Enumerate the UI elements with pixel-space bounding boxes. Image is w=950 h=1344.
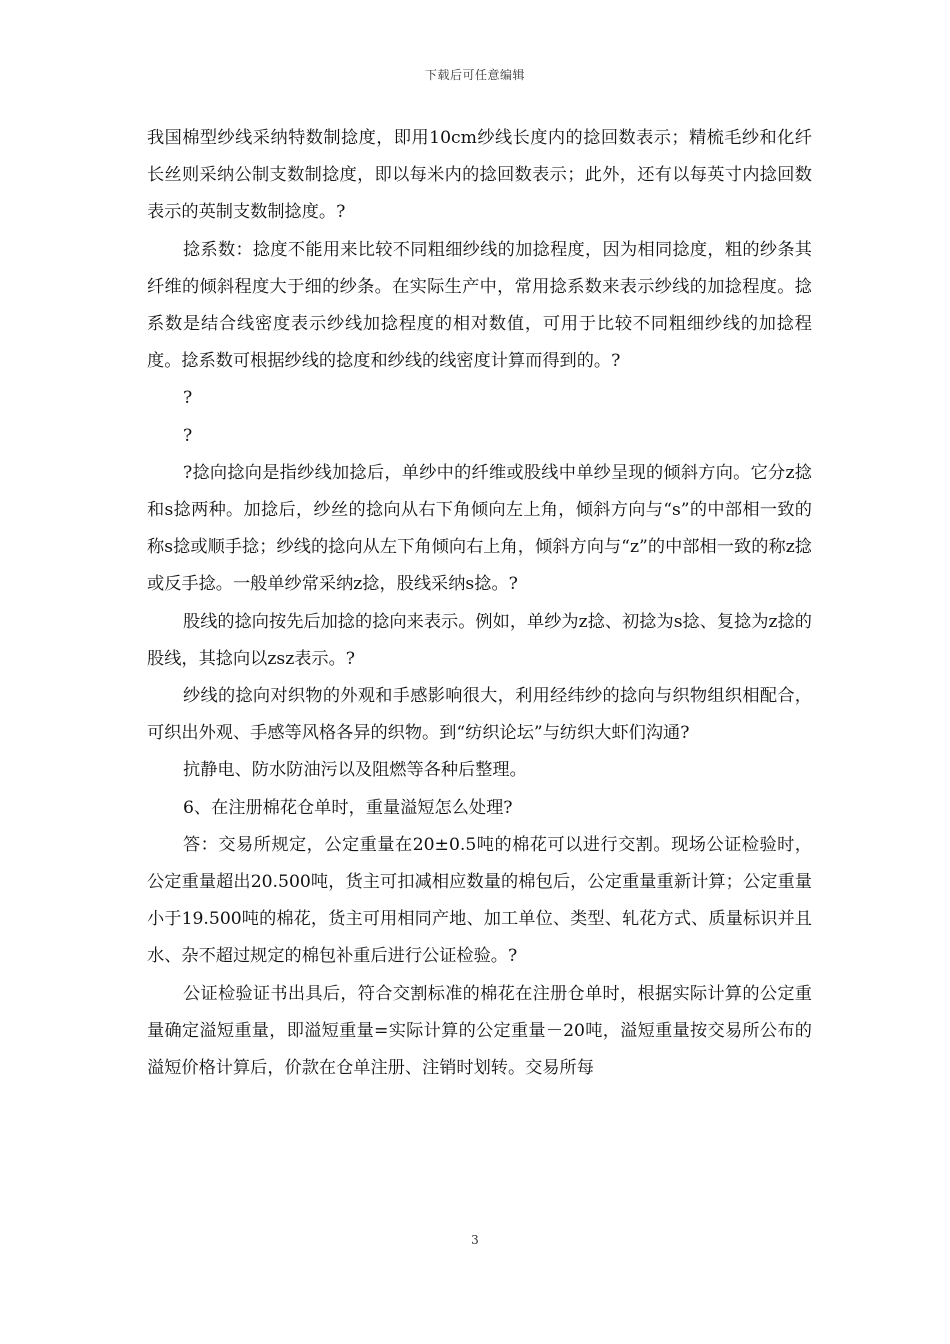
paragraph-2: 捻系数：捻度不能用来比较不同粗细纱线的加捻程度，因为相同捻度，粗的纱条其纤维的倾斜程度大于细的纱条。在实际生产中，常用捻系数来表示纱线的加捻程度。捻系数是结合线密度表示纱线加捻程度的相对数值，可用于比较不同粗细纱线的加捻程度。捻系数可根据纱线的捻度和纱线的线密度计算而得到的。? (147, 239, 812, 372)
paragraph-11: 公证检验证书出具后，符合交割标准的棉花在注册仓单时，根据实际计算的公定重量确定溢短重量，即溢短重量=实际计算的公定重量－20吨，溢短重量按交易所公布的溢短价格计算后，价款在仓单注册、注销时划转。交易所每 (147, 983, 812, 1079)
page-header: 下载后可任意编辑 (424, 68, 525, 82)
paragraph-1: 我国棉型纱线采纳特数制捻度，即用10cm纱线长度内的捻回数表示；精梳毛纱和化纤长丝则采纳公制支数制捻度，即以每米内的捻回数表示；此外，还有以每英寸内捻回数表示的英制支数制捻度。? (147, 128, 812, 223)
paragraph-10: 答：交易所规定，公定重量在20±0.5吨的棉花可以进行交割。现场公证检验时，公定重量超出20.500吨，货主可扣减相应数量的棉包后，公定重量重新计算；公定重量小于19.500吨的棉花，货主可用相同产地、加工单位、类型、轧花方式、质量标识并且水、杂不超过规定的棉包补重后进行公证检验。? (147, 834, 812, 967)
paragraph-9: 6、在注册棉花仓单时，重量溢短怎么处理? (183, 797, 513, 818)
paragraph-8: 抗静电、防水防油污以及阻燃等各种后整理。 (183, 760, 527, 781)
paragraph-6: 股线的捻向按先后加捻的捻向来表示。例如，单纱为z捻、初捻为s捻、复捻为z捻的股线，其捻向以zsz表示。? (147, 611, 812, 669)
paragraph-7: 纱线的捻向对织物的外观和手感影响很大，利用经纬纱的捻向与织物组织相配合，可织出外观、手感等风格各异的织物。到“纺织论坛”与纺织大虾们沟通? (147, 686, 812, 744)
paragraph-5: ?捻向捻向是指纱线加捻后，单纱中的纤维或股线中单纱呈现的倾斜方向。它分z捻和s捻两种。加捻后，纱丝的捻向从右下角倾向左上角，倾斜方向与“s”的中部相一致的称s捻或顺手捻；纱线的捻向从左下角倾向右上角，倾斜方向与“z”的中部相一致的称z捻或反手捻。一般单纱常采纳z捻，股线采纳s捻。? (147, 462, 812, 595)
paragraph-4: ? (183, 425, 193, 446)
page-number: 3 (471, 1233, 479, 1247)
paragraph-3: ? (183, 388, 193, 409)
document-body (147, 120, 812, 1087)
